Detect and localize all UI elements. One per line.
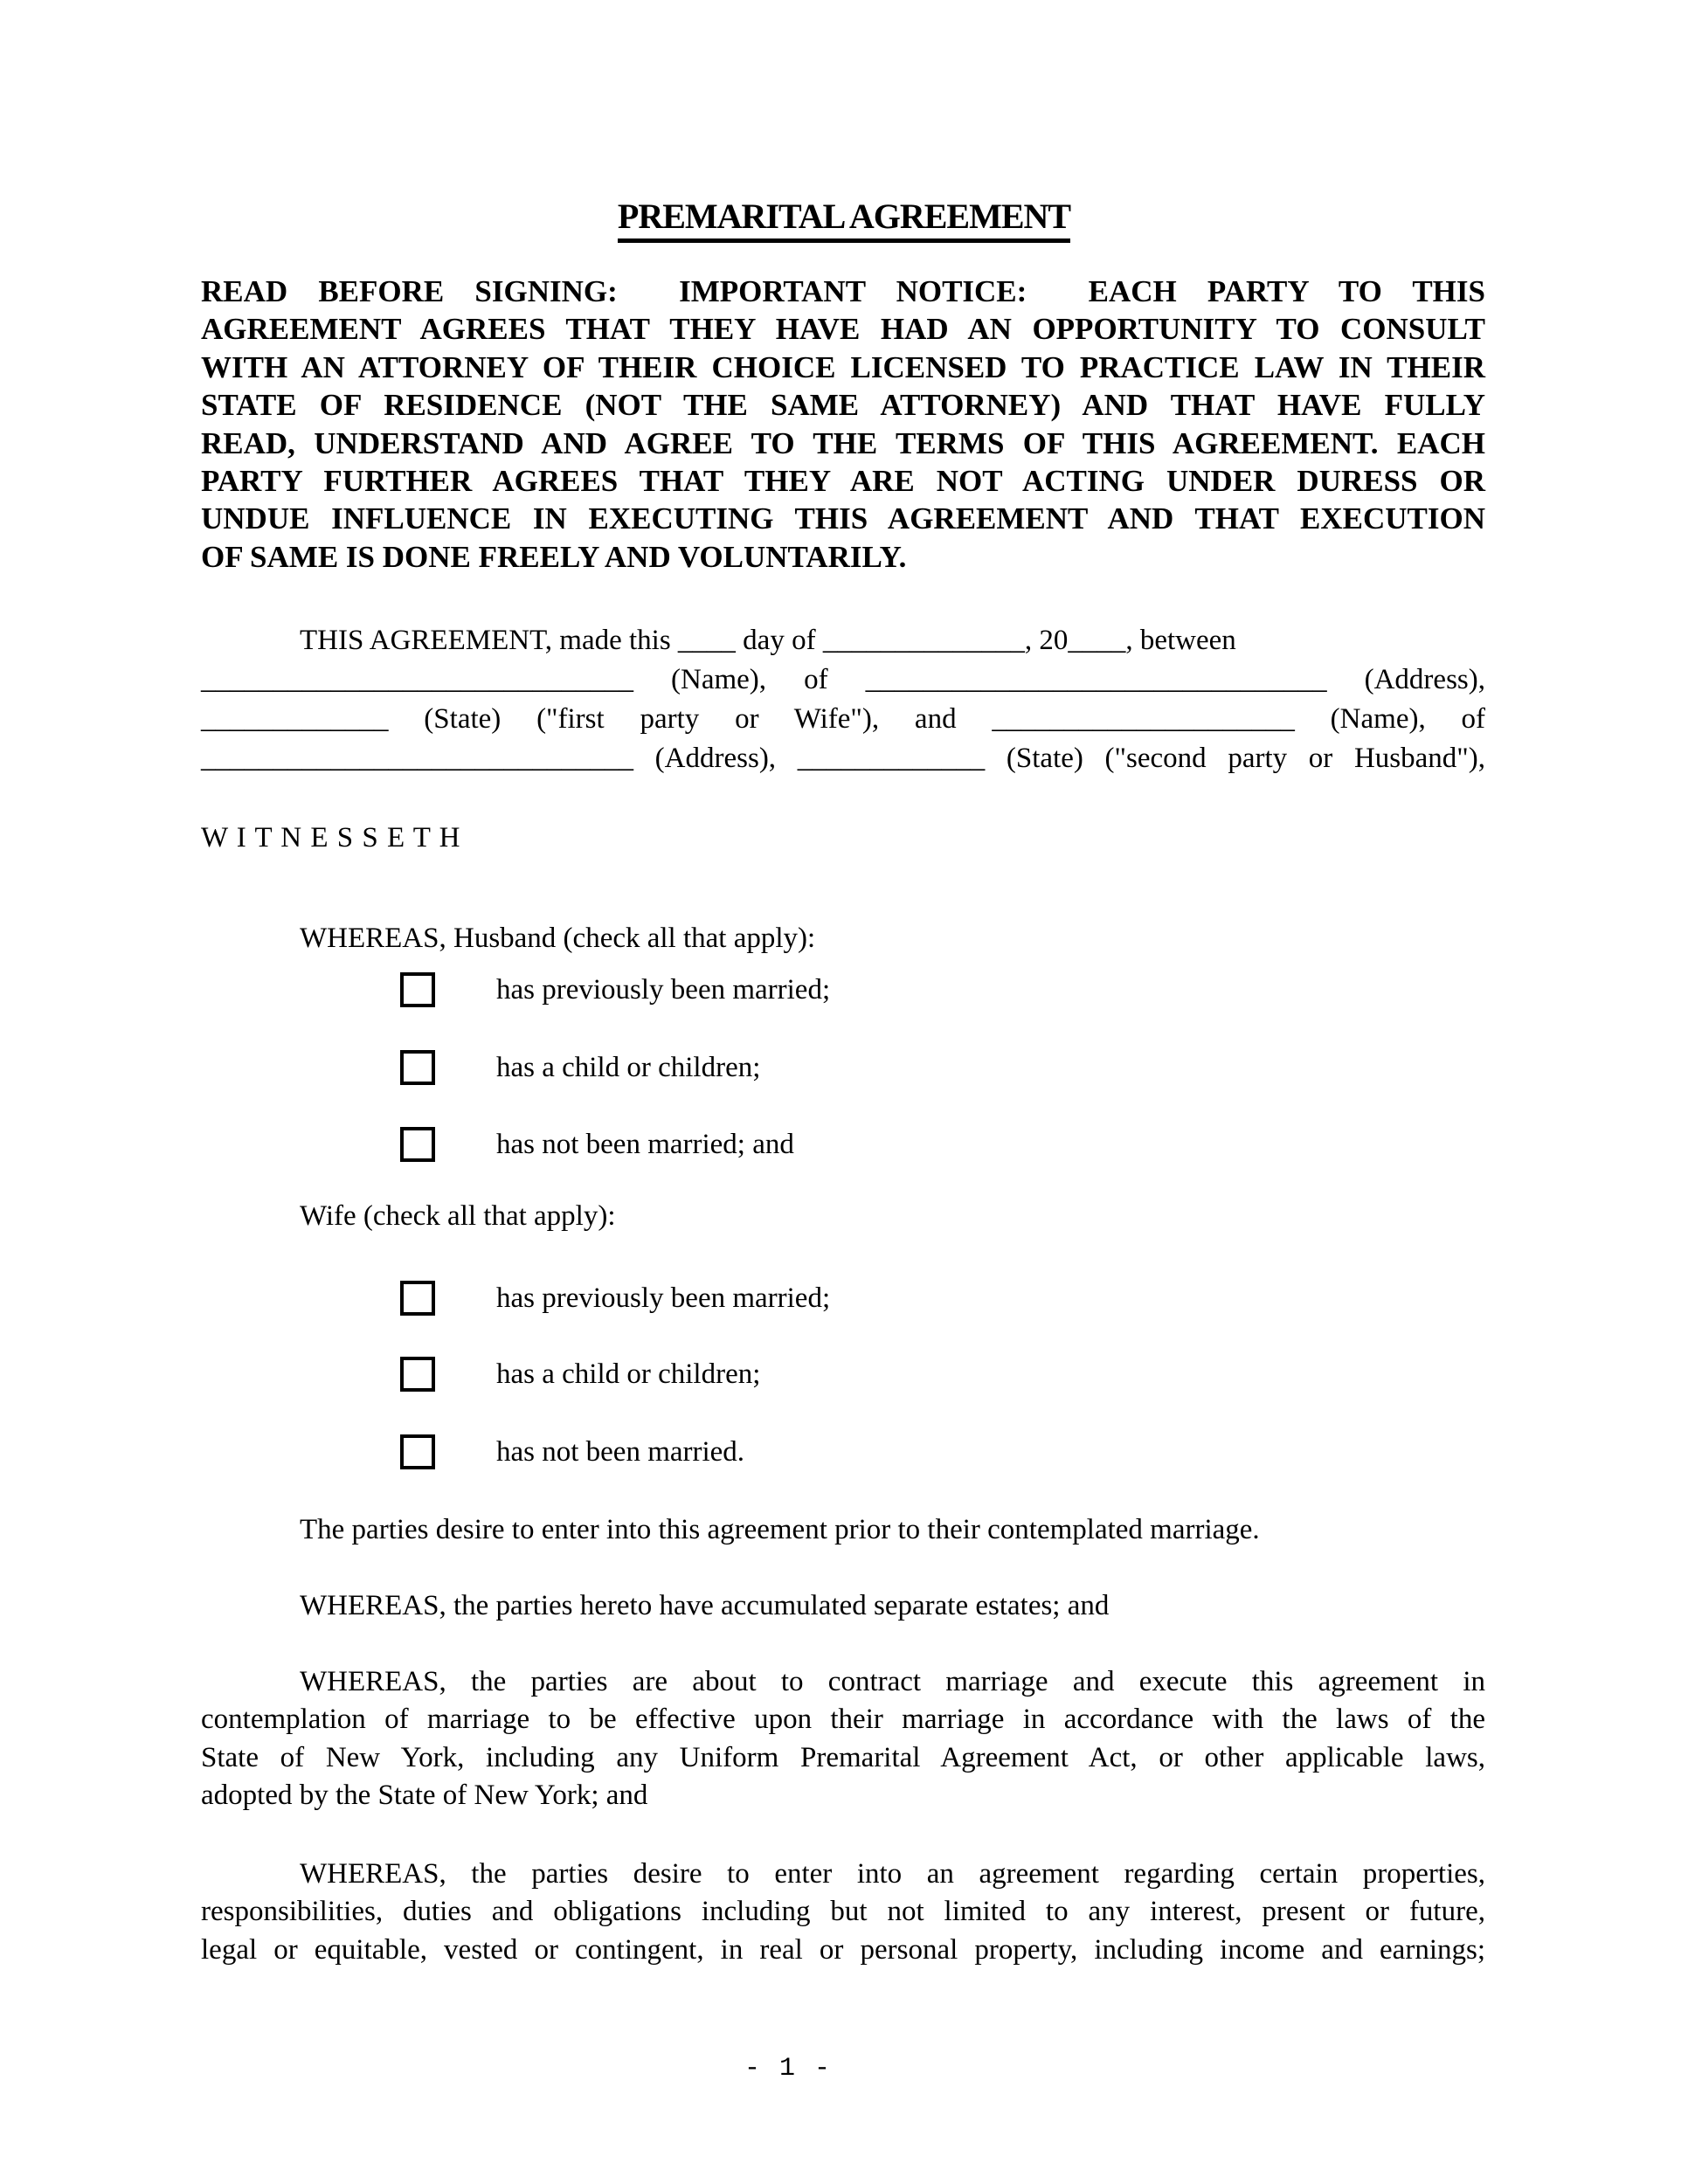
- whereas-properties-paragraph: [201, 1856, 1485, 1969]
- whereas-estates-paragraph: WHEREAS, the parties hereto have accumulated separate estates; and: [300, 1590, 1110, 1621]
- notice-line: AGREEMENT AGREES THAT THEY HAVE HAD AN OPPORTUNITY TO CONSULT: [201, 312, 1485, 347]
- checkbox-label: has previously been married;: [496, 1282, 831, 1314]
- desire-paragraph: The parties desire to enter into this agreement prior to their contemplated marriage.: [300, 1514, 1260, 1545]
- checkbox-label: has previously been married;: [496, 974, 831, 1006]
- wife-has-children-checkbox[interactable]: [400, 1357, 435, 1392]
- notice-line: UNDUE INFLUENCE IN EXECUTING THIS AGREEMENT AND THAT EXECUTION: [201, 501, 1485, 536]
- wife-checkbox-row: [400, 1434, 744, 1469]
- paragraph-line: adopted by the State of New York; and: [201, 1780, 648, 1812]
- wife-checkbox-row: [400, 1357, 760, 1392]
- witnesseth-heading: W I T N E S S E T H: [201, 822, 461, 854]
- husband-checklist-heading: WHEREAS, Husband (check all that apply):: [300, 923, 816, 954]
- husband-has-children-checkbox[interactable]: [400, 1050, 435, 1085]
- notice-line: OF SAME IS DONE FREELY AND VOLUNTARILY.: [201, 539, 907, 574]
- paragraph-line: responsibilities, duties and obligations including but not limited to any interest, present or future,: [201, 1896, 1485, 1928]
- intro-line-wife-state-blank: _____________ (State) ("first party or Wife"), and _____________________ (Name), of: [201, 703, 1485, 735]
- wife-previously-married-checkbox[interactable]: [400, 1281, 435, 1316]
- checkbox-label: has not been married; and: [496, 1129, 794, 1160]
- husband-checkbox-row: [400, 1050, 760, 1085]
- checkbox-label: has not been married.: [496, 1436, 745, 1468]
- paragraph-line: WHEREAS, the parties are about to contract marriage and execute this agreement in: [300, 1666, 1485, 1697]
- notice-line: READ, UNDERSTAND AND AGREE TO THE TERMS OF THIS AGREEMENT. EACH: [201, 425, 1485, 460]
- notice-line: STATE OF RESIDENCE (NOT THE SAME ATTORNEY) AND THAT HAVE FULLY: [201, 388, 1485, 423]
- wife-not-married-checkbox[interactable]: [400, 1434, 435, 1469]
- whereas-contract-marriage-paragraph: [201, 1663, 1485, 1815]
- husband-previously-married-checkbox[interactable]: [400, 972, 435, 1007]
- notice-line: WITH AN ATTORNEY OF THEIR CHOICE LICENSED TO PRACTICE LAW IN THEIR: [201, 349, 1485, 384]
- husband-not-married-checkbox[interactable]: [400, 1127, 435, 1162]
- wife-checkbox-row: [400, 1281, 830, 1316]
- intro-line-wife-name-address-blanks: ______________________________ (Name), of ________________________________ (Address),: [201, 664, 1485, 695]
- read-before-signing-notice: [201, 273, 1485, 576]
- intro-line-date-blanks: THIS AGREEMENT, made this ____ day of ______________, 20____, between: [300, 625, 1236, 656]
- wife-checklist-heading: Wife (check all that apply):: [300, 1200, 616, 1232]
- paragraph-line: State of New York, including any Uniform Premarital Agreement Act, or other applicable laws,: [201, 1741, 1485, 1773]
- checkbox-label: has a child or children;: [496, 1052, 761, 1083]
- husband-checkbox-row: [400, 1127, 794, 1162]
- page-title-text: PREMARITAL AGREEMENT: [618, 197, 1070, 243]
- page-number: - 1 -: [744, 2054, 833, 2084]
- page-title: [0, 196, 1688, 237]
- notice-line: PARTY FURTHER AGREES THAT THEY ARE NOT ACTING UNDER DURESS OR: [201, 464, 1485, 499]
- husband-checkbox-row: [400, 972, 830, 1007]
- notice-line: READ BEFORE SIGNING: IMPORTANT NOTICE: EACH PARTY TO THIS: [201, 274, 1485, 308]
- paragraph-line: WHEREAS, the parties desire to enter into an agreement regarding certain properties,: [300, 1858, 1485, 1890]
- paragraph-line: contemplation of marriage to be effective upon their marriage in accordance with the laws of the: [201, 1704, 1485, 1736]
- agreement-intro-paragraph: [201, 621, 1485, 778]
- checkbox-label: has a child or children;: [496, 1358, 761, 1390]
- paragraph-line: legal or equitable, vested or contingent, in real or personal property, including income and earnings;: [201, 1933, 1485, 1966]
- intro-line-husband-address-state-blanks: ______________________________ (Address), _____________ (State) ("second party or Husband"),: [201, 743, 1485, 774]
